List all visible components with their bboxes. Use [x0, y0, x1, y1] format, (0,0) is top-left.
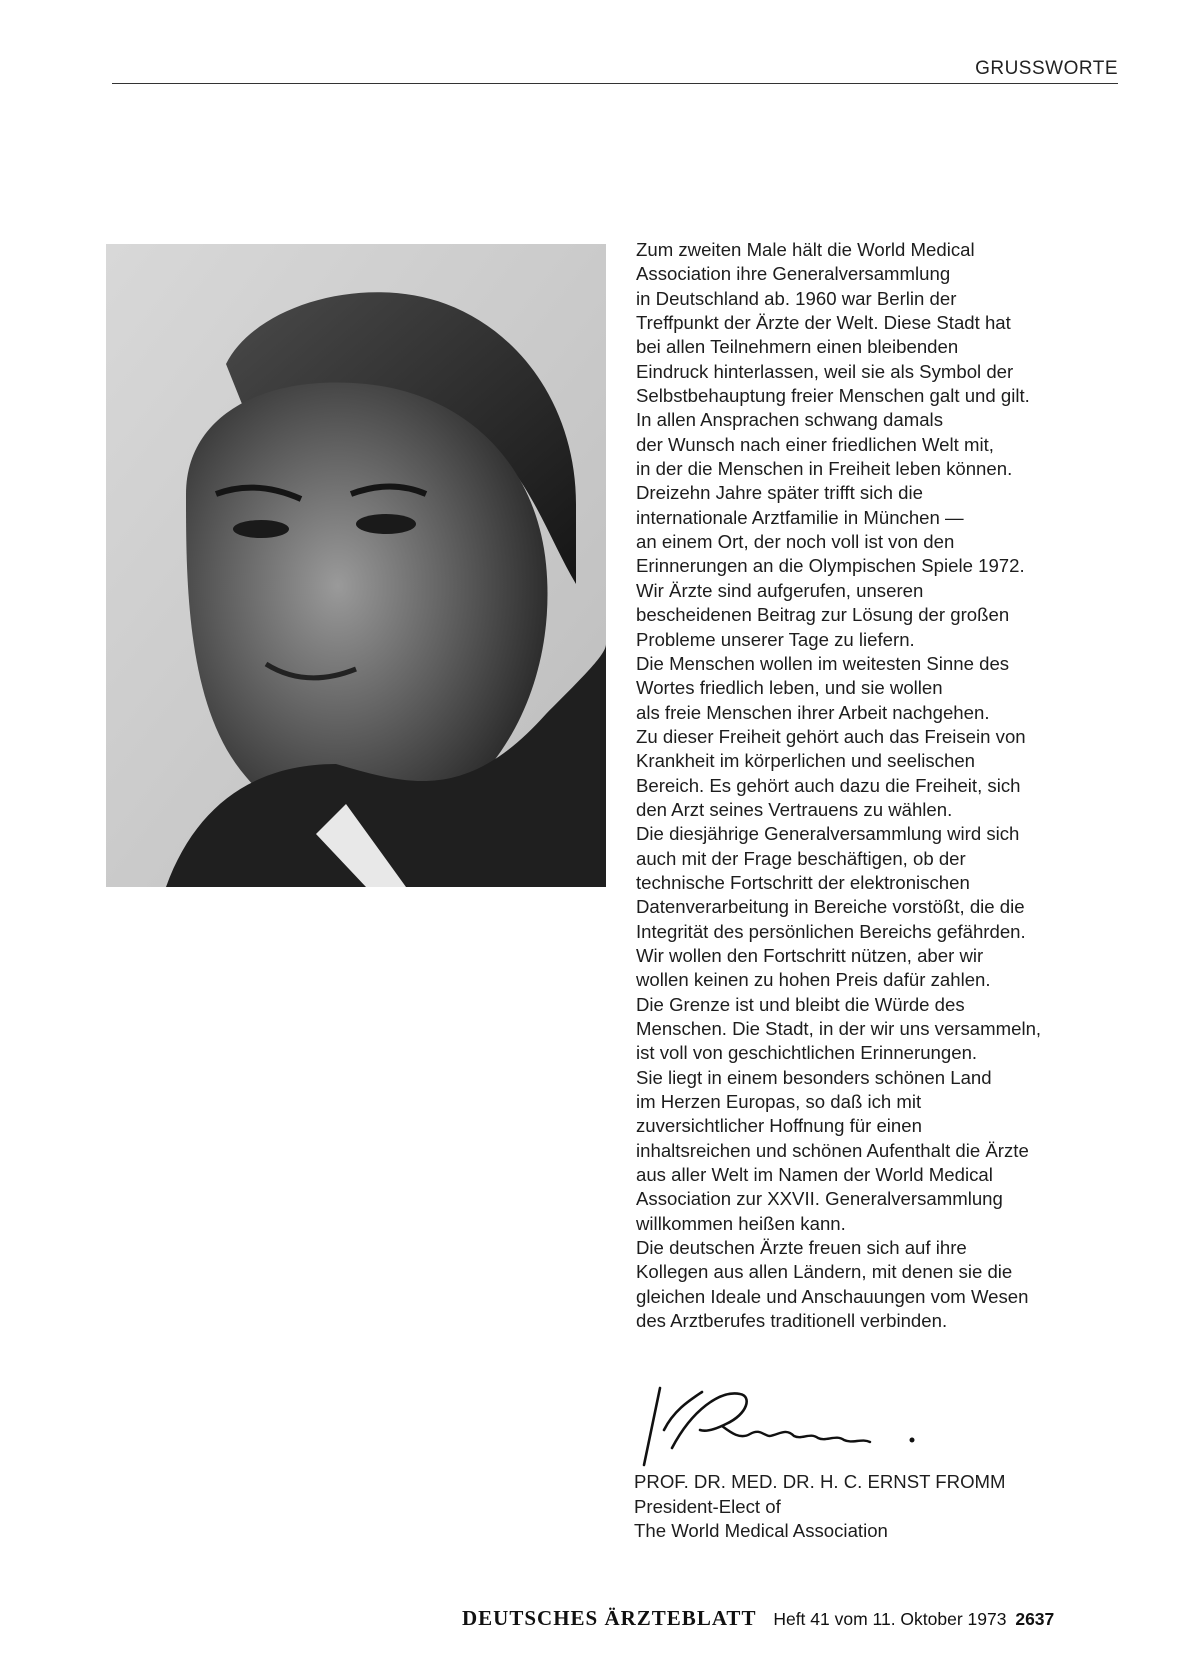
- text-line: bescheidenen Beitrag zur Lösung der großen: [636, 604, 1010, 626]
- text-line: auch mit der Frage beschäftigen, ob der: [636, 847, 966, 869]
- text-line: Association zur XXVII. Generalversammlung: [636, 1188, 1003, 1210]
- text-line: Zum zweiten Male hält die World Medical: [636, 239, 975, 260]
- issue-info: Heft 41 vom 11. Oktober 1973: [773, 1609, 1007, 1629]
- text-line: Krankheit im körperlichen und seelischen: [636, 750, 975, 772]
- journal-name: DEUTSCHES ÄRZTEBLATT: [462, 1606, 757, 1630]
- text-line: willkommen heißen kann.: [636, 1212, 846, 1234]
- text-line: des Arztberufes traditionell verbinden.: [636, 1310, 948, 1332]
- text-line: bei allen Teilnehmern einen bleibenden: [636, 336, 959, 358]
- text-line: Datenverarbeitung in Bereiche vorstößt, die die: [636, 896, 1025, 918]
- text-line: Zu dieser Freiheit gehört auch das Freisein von: [636, 725, 1026, 747]
- text-line: Die Grenze ist und bleibt die Würde des: [636, 993, 965, 1015]
- text-line: in Deutschland ab. 1960 war Berlin der: [636, 287, 957, 309]
- text-line: der Wunsch nach einer friedlichen Welt mit,: [636, 433, 994, 455]
- text-line: Wortes friedlich leben, und sie wollen: [636, 677, 943, 699]
- portrait-photo: [106, 244, 606, 887]
- signature-block: [634, 1470, 1006, 1544]
- text-line: Sie liegt in einem besonders schönen Land: [636, 1066, 992, 1088]
- greeting-text: [636, 238, 1116, 1333]
- text-line: Die diesjährige Generalversammlung wird sich: [636, 823, 1020, 845]
- page-number: 2637: [1015, 1609, 1055, 1629]
- text-line: internationale Arztfamilie in München —: [636, 506, 964, 528]
- text-line: Eindruck hinterlassen, weil sie als Symbol der: [636, 360, 1014, 382]
- signature: [630, 1370, 950, 1475]
- text-line: Probleme unserer Tage zu liefern.: [636, 628, 915, 650]
- portrait-image: [106, 244, 606, 887]
- text-line: Bereich. Es gehört auch dazu die Freiheit, sich: [636, 774, 1021, 796]
- text-line: aus aller Welt im Namen der World Medical: [636, 1164, 993, 1186]
- text-line: Treffpunkt der Ärzte der Welt. Diese Stadt hat: [636, 312, 1011, 334]
- text-line: als freie Menschen ihrer Arbeit nachgehen.: [636, 701, 990, 723]
- section-label: GRUSSWORTE: [975, 58, 1118, 79]
- author-title-line1: President-Elect of: [634, 1495, 781, 1517]
- text-line: Integrität des persönlichen Bereichs gefährden.: [636, 920, 1026, 942]
- text-line: Wir Ärzte sind aufgerufen, unseren: [636, 579, 924, 601]
- header-rule: [112, 83, 1118, 84]
- text-line: in der die Menschen in Freiheit leben können.: [636, 458, 1013, 480]
- text-line: an einem Ort, der noch voll ist von den: [636, 531, 955, 553]
- text-line: zuversichtlicher Hoffnung für einen: [636, 1115, 922, 1137]
- text-line: Kollegen aus allen Ländern, mit denen sie die: [636, 1261, 1013, 1283]
- text-line: Selbstbehauptung freier Menschen galt und gilt.: [636, 385, 1030, 407]
- text-line: Association ihre Generalversammlung: [636, 263, 951, 285]
- text-line: Wir wollen den Fortschritt nützen, aber wir: [636, 944, 984, 966]
- text-line: ist voll von geschichtlichen Erinnerungen.: [636, 1042, 978, 1064]
- text-line: Die Menschen wollen im weitesten Sinne des: [636, 652, 1010, 674]
- text-line: Die deutschen Ärzte freuen sich auf ihre: [636, 1237, 967, 1259]
- text-line: inhaltsreichen und schönen Aufenthalt die Ärzte: [636, 1139, 1029, 1161]
- text-line: gleichen Ideale und Anschauungen vom Wesen: [636, 1285, 1029, 1307]
- text-line: Dreizehn Jahre später trifft sich die: [636, 482, 923, 504]
- text-line: im Herzen Europas, so daß ich mit: [636, 1091, 922, 1113]
- text-line: Erinnerungen an die Olympischen Spiele 1972.: [636, 555, 1025, 577]
- handwritten-signature-icon: [630, 1370, 950, 1475]
- text-line: technische Fortschritt der elektronischen: [636, 871, 970, 893]
- author-title-line2: The World Medical Association: [634, 1520, 888, 1541]
- text-line: wollen keinen zu hohen Preis dafür zahlen.: [636, 969, 991, 991]
- text-line: den Arzt seines Vertrauens zu wählen.: [636, 798, 953, 820]
- page-footer: [462, 1606, 1054, 1631]
- author-name: PROF. DR. MED. DR. H. C. ERNST FROMM: [634, 1471, 1006, 1492]
- text-line: In allen Ansprachen schwang damals: [636, 409, 943, 431]
- text-line: Menschen. Die Stadt, in der wir uns versammeln,: [636, 1018, 1042, 1039]
